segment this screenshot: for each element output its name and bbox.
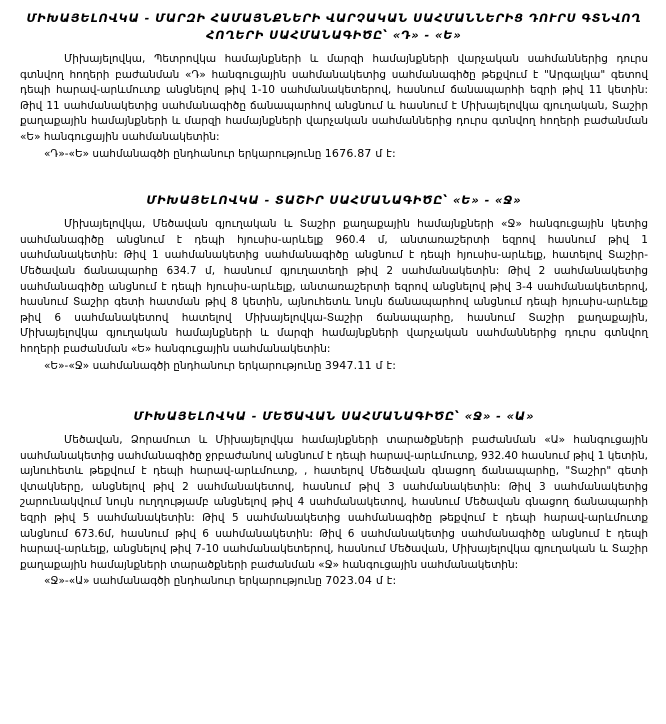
section-body: Միխայելովկա, Մեծավան գյուղական և Տաշիր քաղաքային համայնքների «Ջ» հանգուցային կետից սահմանագիծը անցնում է դեպի հյուսիս-արևելք 960.4 մ, անտառաշերտի եզրով հասնում թիվ 1 սահմանակետին: Թիվ 1 սահմանակետից սահմանագիծը անցնում է դեպի հյուսիս-արևելք, հատելով Տաշիր-Մեծավան ճանապարհը 634.7 մ, հասնում գյուղատեղի թիվ 2 սահմանակետին: Թիվ 2 սահմանակետից սահմանագիծը անցնում է դեպի հյուսիս-արևելք, անտառաշերտի եզրով անցնելով թիվ 3-4 սահմանակետերով, հասնում Տաշիր գետի հատման թիվ 8 կետին, այնուհետև նույն ճանապարհով անցնում դեպի հյուսիս-արևելք թիվ 6 սահմանակետով հատելով Միխայելովկա-Տաշիր ճանապարհը, հասնում Տաշիր քաղաքային, Միխայելովկա գյուղական համայնքների և մարզի համայնքների վարչական սահմաններից դուրս գտնվող հողերի բաժանման «Ե» հանգուցային սահմանակետին: [20,218,648,355]
section-title [20,192,648,209]
section-title-line: ՀՈՂԵՐԻ ՍԱՀՄԱՆԱԳԻԾԸ՝ «Դ» - «Ե» [206,28,462,42]
section-title [20,408,648,425]
section-total [44,573,648,590]
total-value: 3947.11 մ է: [324,358,397,372]
section-j-a [20,408,648,590]
section-total [44,146,648,163]
section-title-line: ՄԻԽԱՅԵԼՈՎԿԱ - ՄԱՐԶԻ ՀԱՄԱՅՆՔՆԵՐԻ ՎԱՐՉԱԿԱՆ ՍԱՀՄԱՆՆԵՐԻՑ ԴՈՒՐՍ ԳՏՆՎՈՂ [26,11,642,25]
section-title-line: ՄԻԽԱՅԵԼՈՎԿԱ - ՄԵԾԱՎԱՆ ՍԱՀՄԱՆԱԳԻԾԸ՝ «Ջ» - «Ա» [133,409,535,424]
total-label: «Դ»-«Ե» սահմանագծի ընդհանուր երկարությունը [44,147,322,160]
section-d-e [20,10,648,162]
total-label: «Ե»-«Ջ» սահմանագծի ընդհանուր երկարությունը [44,359,322,372]
section-body: Մեծավան, Ձորամուտ և Միխայելովկա համայնքների տարածքների բաժանման «Ա» հանգուցային սահմանակետից սահմանագիծը ջրբաժանով անցնում է դեպի հարավ-արևմուտք, 932.40 հասնում թիվ 1 կետին, այնուհետև թեքվում է դեպի հարավ-արևմուտք, , հատելով Մեծավան գնացող ճանապարհը, "Տաշիր" գետի վտակները, անցնելով թիվ 2 սահմանակետով, հասնում թիվ 3 սահմանակետին: Թիվ 3 սահմանակետից շարունակվում նույն ուղղությամբ անցնելով թիվ 4 սահմանակետով, հասնում Մեծավան գնացող ճանապարհի եզրի թիվ 5 սահմանակետին: Թիվ 5 սահմանակետից սահմանագիծը թեքվում է դեպի հարավ-արևմուտք անցնում 673.6մ, հասնում թիվ 6 սահմանակետին: Թիվ 6 սահմանակետից սահմանագիծը անցնում է դեպի հարավ-արևելք, անցնելով թիվ 7-10 սահմանակետերով, հասնում Մեծավան, Միխայելովկա գյուղական և Տաշիր քաղաքային համայնքների տարածքների բաժանման «Ջ» հանգուցային սահմանակետին: [20,434,648,571]
section-e-j [20,192,648,374]
total-value: 7023.04 մ է: [325,574,397,588]
section-title [20,10,648,44]
total-value: 1676.87 մ է: [324,146,396,160]
section-body: Միխայելովկա, Պետրովկա համայնքների և մարզի համայնքների վարչական սահմաններից դուրս գտնվող հողերի բաժանման «Դ» հանգուցային սահմանակետից սահմանագիծը թեքվում է "Արգալկա" գետով դեպի հարավ-արևմուտք անցնելով թիվ 1-10 սահմանակետերով, հասնում ճանապարհի եզրի թիվ 11 կետին: Թիվ 11 սահմանակետից սահմանագիծը ճանապարհով անցնում և հասնում է Միխայելովկա գյուղական, Տաշիր քաղաքային համայնքների և մարզի համայնքների վարչական սահմաններից դուրս գտնվող հողերի բաժանման «Ե» հանգուցային սահմանակետին: [20,53,648,143]
total-label: «Ջ»-«Ա» սահմանագծի ընդհանուր երկարությունը [44,575,322,588]
section-title-line: ՄԻԽԱՅԵԼՈՎԿԱ - ՏԱՇԻՐ ՍԱՀՄԱՆԱԳԻԾԸ՝ «Ե» - «Ջ» [146,193,522,208]
section-total [44,358,648,375]
